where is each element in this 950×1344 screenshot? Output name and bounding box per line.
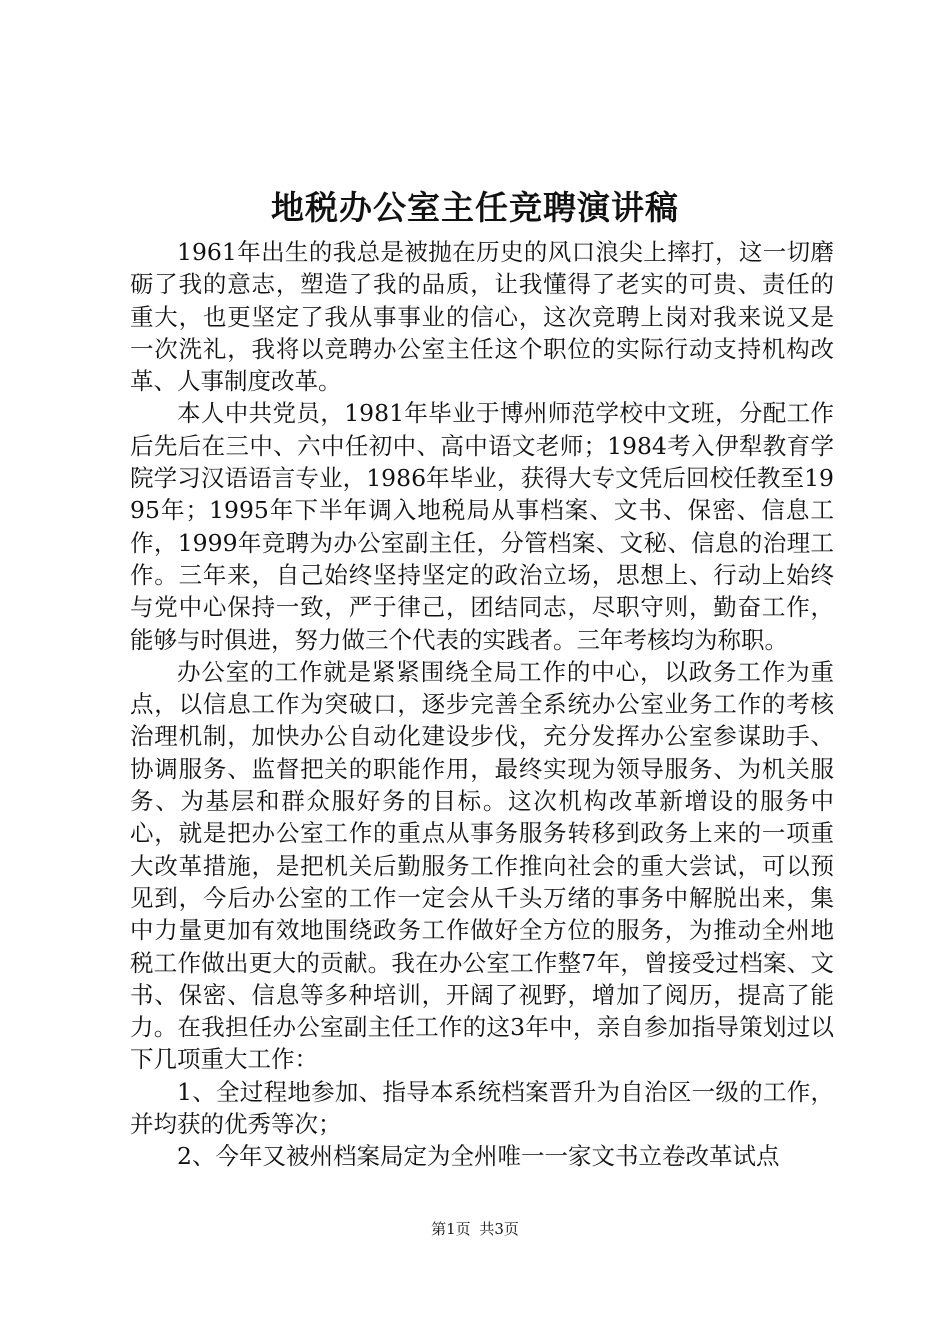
document-body bbox=[130, 236, 834, 1173]
page-footer bbox=[0, 1219, 950, 1239]
document-title: 地税办公室主任竞聘演讲稿 bbox=[271, 188, 679, 227]
paragraph-5: 2、今年又被州档案局定为全州唯一一家文书立卷改革试点 bbox=[177, 1142, 780, 1171]
paragraph-2: 本人中共党员，1981年毕业于博州师范学校中文班，分配工作后先后在三中、六中任初中、高中语文老师；1984考入伊犁教育学院学习汉语语言专业，1986年毕业，获得大专文凭后回校任教至1995年；1995年下半年调入地税局从事档案、文书、保密、信息工作，1999年竞聘为办公室副主任，分管档案、文秘、信息的治理工作。三年来，自己始终坚持坚定的政治立场，思想上、行动上始终与党中心保持一致，严于律己，团结同志，尽职守则，勤奋工作，能够与时俱进，努力做三个代表的实践者。三年考核均为称职。 bbox=[130, 399, 834, 654]
paragraph-4: 1、全过程地参加、指导本系统档案晋升为自治区一级的工作，并均获的优秀等次； bbox=[130, 1077, 834, 1139]
paragraph-3: 办公室的工作就是紧紧围绕全局工作的中心，以政务工作为重点，以信息工作为突破口，逐步完善全系统办公室业务工作的考核治理机制，加快办公自动化建设步伐，充分发挥办公室参谋助手、协调服务、监督把关的职能作用，最终实现为领导服务、为机关服务、为基层和群众服好务的目标。这次机构改革新增设的服务中心，就是把办公室工作的重点从事务服务转移到政务上来的一项重大改革措施，是把机关后勤服务工作推向社会的重大尝试，可以预见到，今后办公室的工作一定会从千头万绪的事务中解脱出来，集中力量更加有效地围绕政务工作做好全方位的服务，为推动全州地税工作做出更大的贡献。我在办公室工作整7年，曾接受过档案、文书、保密、信息等多种培训，开阔了视野，增加了阅历，提高了能力。在我担任办公室副主任工作的这3年中，亲自参加指导策划过以下几项重大工作： bbox=[130, 657, 834, 1074]
paragraph-1: 1961年出生的我总是被抛在历史的风口浪尖上摔打，这一切磨砺了我的意志，塑造了我的品质，让我懂得了老实的可贵、责任的重大，也更坚定了我从事事业的信心，这次竞聘上岗对我来说又是一次洗礼，我将以竞聘办公室主任这个职位的实际行动支持机构改革、人事制度改革。 bbox=[130, 238, 834, 396]
page-total: 共3页 bbox=[479, 1220, 519, 1238]
page-number: 第1页 bbox=[431, 1220, 471, 1238]
